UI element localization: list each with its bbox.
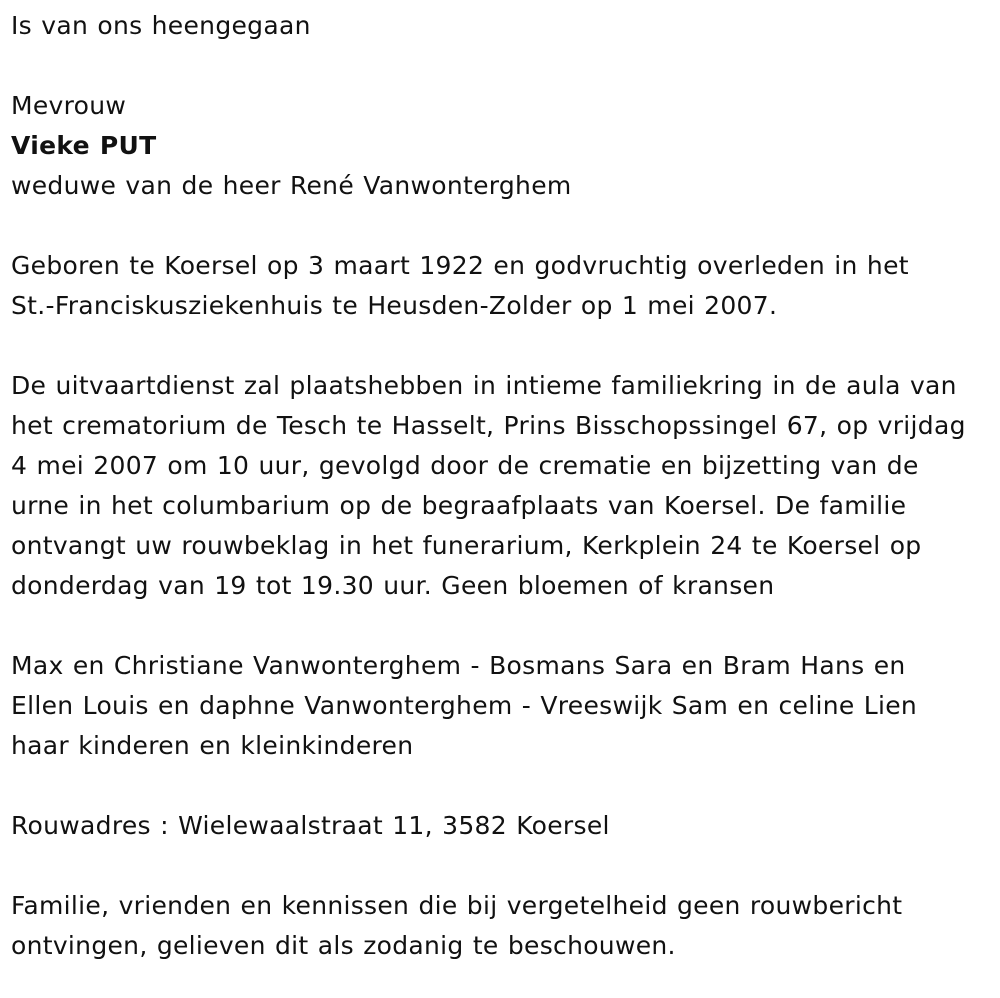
spacer (11, 326, 991, 366)
family-paragraph (11, 646, 991, 766)
paragraph-line: donderdag van 19 tot 19.30 uur. Geen bloemen of kransen (11, 571, 775, 600)
obituary-notice (11, 6, 991, 966)
paragraph-line: Ellen Louis en daphne Vanwonterghem - Vreeswijk Sam en celine Lien (11, 691, 918, 720)
paragraph-line: St.-Franciskusziekenhuis te Heusden-Zolder op 1 mei 2007. (11, 291, 778, 320)
paragraph-line: ontvingen, gelieven dit als zodanig te beschouwen. (11, 931, 676, 960)
paragraph-line: Geboren te Koersel op 3 maart 1922 en godvruchtig overleden in het (11, 251, 909, 280)
paragraph-line: De uitvaartdienst zal plaatshebben in intieme familiekring in de aula van (11, 371, 957, 400)
birth-death-paragraph (11, 246, 991, 326)
intro-text: Is van ons heengegaan (11, 11, 311, 40)
paragraph-line: 4 mei 2007 om 10 uur, gevolgd door de crematie en bijzetting van de (11, 451, 919, 480)
closing-paragraph (11, 886, 991, 966)
spacer (11, 46, 991, 86)
spacer (11, 606, 991, 646)
relation-text: weduwe van de heer René Vanwonterghem (11, 171, 572, 200)
service-paragraph (11, 366, 991, 606)
paragraph-line: Max en Christiane Vanwonterghem - Bosmans Sara en Bram Hans en (11, 651, 906, 680)
mourning-address: Rouwadres : Wielewaalstraat 11, 3582 Koersel (11, 811, 610, 840)
paragraph-line: het crematorium de Tesch te Hasselt, Prins Bisschopssingel 67, op vrijdag (11, 411, 966, 440)
deceased-name: Vieke PUT (11, 131, 157, 160)
spacer (11, 206, 991, 246)
paragraph-line: ontvangt uw rouwbeklag in het funerarium, Kerkplein 24 te Koersel op (11, 531, 922, 560)
spacer (11, 846, 991, 886)
salutation: Mevrouw (11, 91, 127, 120)
paragraph-line: Familie, vrienden en kennissen die bij vergetelheid geen rouwbericht (11, 891, 903, 920)
paragraph-line: haar kinderen en kleinkinderen (11, 731, 414, 760)
paragraph-line: urne in het columbarium op de begraafplaats van Koersel. De familie (11, 491, 907, 520)
spacer (11, 766, 991, 806)
